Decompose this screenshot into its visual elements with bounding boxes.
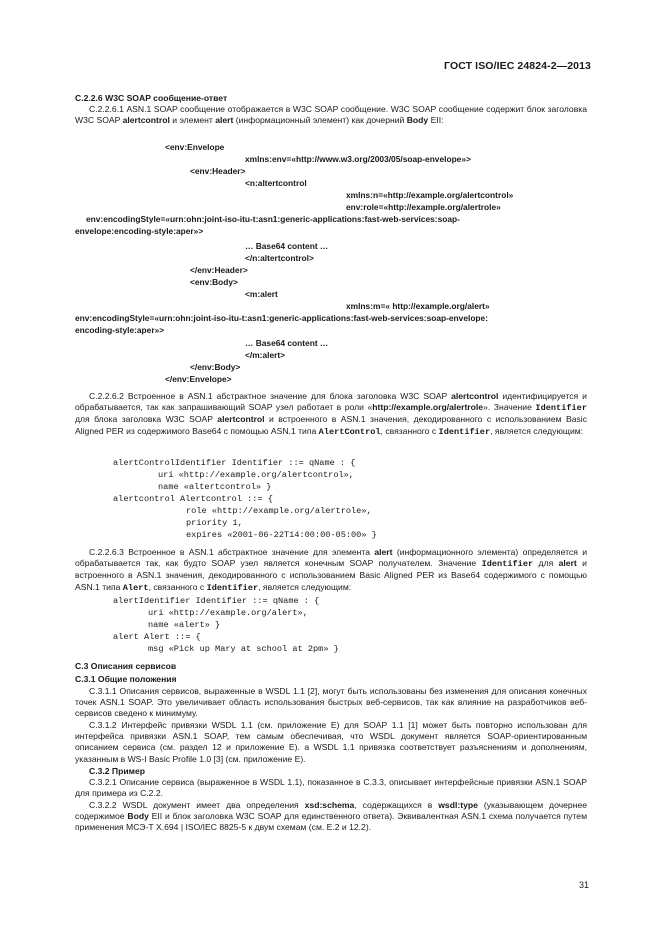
paragraph-c321: С.3.2.1 Описание сервиса (выраженное в WSDL 1.1), показанное в С.3.3, описывает интерфейсные привязки ASN.1 SOAP для примера из С.2.2. — [75, 777, 587, 799]
code-line: uri «http://example.org/alertcontrol», — [158, 470, 354, 480]
section-heading-c226: С.2.2.6 W3C SOAP сообщение-ответ — [75, 93, 228, 103]
code-line: priority 1, — [186, 518, 243, 528]
code-line: alertcontrol Alertcontrol ::= { — [113, 494, 273, 504]
xml-line: </n:altertcontrol> — [245, 253, 314, 263]
paragraph-c2262: С.2.2.6.2 Встроенное в ASN.1 абстрактное значение для блока заголовка W3C SOAP alertcontrol идентифицируется и обрабатывается, так как запрашивающий SOAP узел работает в роли «http://example.org/alertrole». Значение Identifier для блока заголовка W3C SOAP alertcontrol и встроенного в ASN.1 значения, декодированного с использованием Basic Aligned PER из содержимого Base64 с помощью ASN.1 типа AlertControl, связанного с Identifier, является следующим: — [75, 391, 587, 437]
paragraph-c312: С.3.1.2 Интерфейс привязки WSDL 1.1 (см. приложение Е) для SOAP 1.1 [1] может быть повторно использован для интерфейса привязки ASN.1 SOAP, тем самым обеспечивая, что WSDL документ является SOAP-ориентированным описанием сервиса (см. раздел 12 и приложение Е). а WSDL 1.1 привязка соответствует разъяснениям и дополнениям, указанным в WS-I Basic Profile 1.0 [3] (см. приложение Е). — [75, 720, 587, 764]
section-heading-c32: С.3.2 Пример — [89, 766, 146, 776]
code-line: alertIdentifier Identifier ::= qName : { — [113, 596, 320, 606]
paragraph-c322: С.3.2.2 WSDL документ имеет два определения xsd:schema, содержащихся в wsdl:type (указывающем дочернее содержимое Body EII и блок заголовка W3C SOAP для единственного ответа). Эквивалентная ASN.1 схема получается путем применения МСЭ-Т X.694 | ISO/IEC 8825-5 к двум схемам (см. Е.2 и 12.2). — [75, 800, 588, 833]
xml-line: </env:Header> — [190, 265, 248, 275]
code-line: role «http://example.org/alertrole», — [186, 506, 372, 516]
standard-designation: ГОСТ ISO/IEC 24824-2—2013 — [444, 60, 591, 72]
code-line: name «alert» } — [148, 620, 221, 630]
code-line: alertControlIdentifier Identifier ::= qName : { — [113, 458, 356, 468]
xml-line: <env:Envelope — [165, 142, 225, 152]
xml-line: <n:altertcontrol — [245, 178, 307, 188]
code-line: name «altertcontrol» } — [158, 482, 272, 492]
code-line: msg «Pick up Mary at school at 2pm» } — [148, 644, 339, 654]
xml-line: env:encodingStyle=«urn:ohn:joint-iso-itu-t:asn1:generic-applications:fast-web-services:soap-envelope: — [75, 313, 488, 323]
section-heading-c31: С.3.1 Общие положения — [75, 674, 177, 684]
code-line: uri «http://example.org/alert», — [148, 608, 308, 618]
code-line: alert Alert ::= { — [113, 632, 201, 642]
xml-line: </m:alert> — [245, 350, 286, 360]
page-number: 31 — [578, 880, 589, 890]
xml-line: <m:alert — [245, 289, 278, 299]
xml-line: … Base64 content … — [245, 241, 329, 251]
xml-line: encoding-style:aper»> — [75, 325, 165, 335]
xml-line: xmlns:m=« http://example.org/alert» — [346, 301, 490, 311]
xml-line: xmlns:env=«http://www.w3.org/2003/05/soap-envelope»> — [245, 154, 471, 164]
xml-line: envelope:encoding-style:aper»> — [75, 226, 204, 236]
xml-line: env:role=«http://example.org/alertrole» — [346, 202, 501, 212]
paragraph-c2261: С.2.2.6.1 ASN.1 SOAP сообщение отображается в W3C SOAP сообщение. W3C SOAP сообщение содержит блок заголовка W3C SOAP alertcontrol и элемент alert (информационный элемент) как дочерний Body EII: — [75, 104, 587, 126]
paragraph-c2263: С.2.2.6.3 Встроенное в ASN.1 абстрактное значение для элемента alert (информационного элемента) определяется и обрабатывается так, как будто SOAP узел является конечным SOAP получателем. Значение Identifier для alert и встроенного в ASN.1 значения, декодированного с использованием Basic Aligned PER из Base64 содержимого с помощью ASN.1 типа Alert, связанного с Identifier, является следующим: — [75, 547, 588, 593]
paragraph-c311: С.3.1.1 Описания сервисов, выраженные в WSDL 1.1 [2], могут быть использованы без изменения для описания конечных точек ASN.1 SOAP. Это увеличивает область использования быстрых веб-сервисов, так как влияние на разработчиков веб-сервисов сведено к минимуму. — [75, 686, 587, 719]
xml-line: … Base64 content … — [245, 338, 329, 348]
section-heading-c3: С.3 Описания сервисов — [75, 661, 177, 671]
xml-line: xmlns:n=«http://example.org/alertcontrol» — [346, 190, 514, 200]
code-line: expires «2001-06-22T14:00:00-05:00» } — [186, 530, 377, 540]
xml-line: </env:Envelope> — [165, 374, 232, 384]
xml-line: <env:Header> — [190, 166, 246, 176]
xml-line: env:encodingStyle=«urn:ohn:joint-iso-itu-t:asn1:generic-applications:fast-web-services:soap- — [86, 214, 460, 224]
xml-line: <env:Body> — [190, 277, 238, 287]
xml-line: </env:Body> — [190, 362, 241, 372]
